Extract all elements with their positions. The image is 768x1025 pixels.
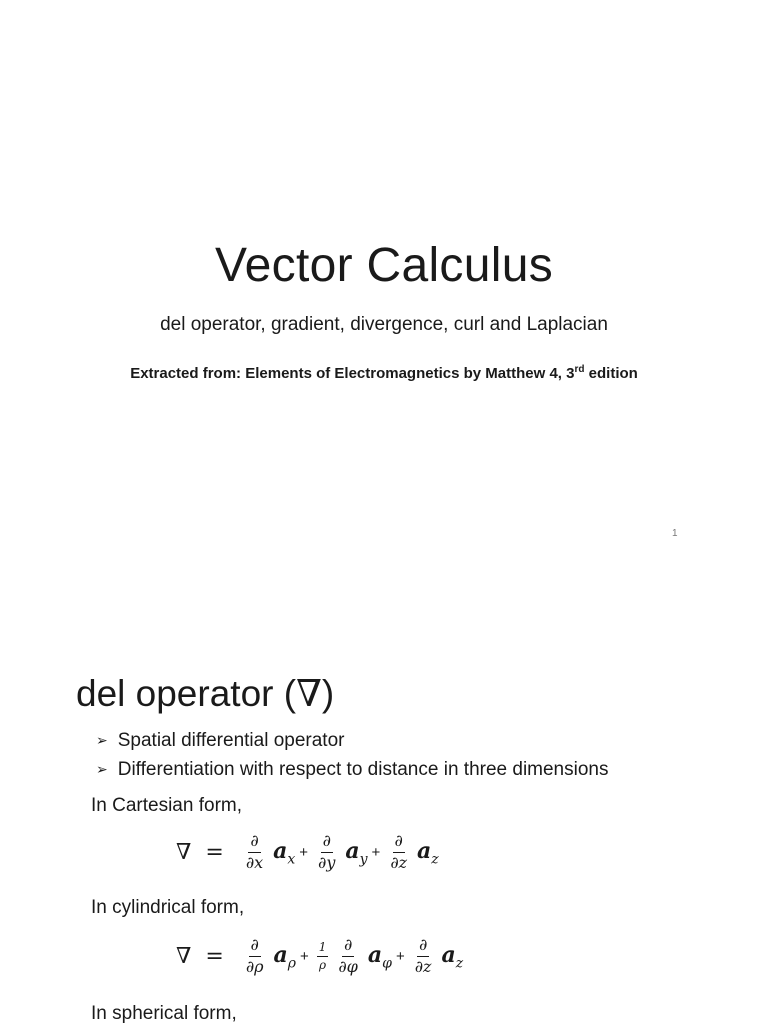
arrow-bullet-icon: ➢ <box>96 732 108 748</box>
fraction-d-dphi <box>336 937 359 976</box>
vector-subscript: φ <box>382 954 392 971</box>
nabla-symbol: ∇ <box>176 839 192 865</box>
denominator: ∂z <box>414 956 432 976</box>
source-citation-suffix: edition <box>584 365 638 382</box>
cylindrical-equation <box>176 937 463 976</box>
numerator: ∂ <box>248 833 260 853</box>
denominator: ∂x <box>245 852 264 872</box>
fraction-one-over-rho <box>317 941 329 971</box>
unit-vector-aphi <box>368 942 392 971</box>
numerator: ∂ <box>321 833 333 853</box>
vector-symbol: a <box>441 941 456 968</box>
slide-title-close: ) <box>321 673 335 714</box>
slide-subtitle: del operator, gradient, divergence, curl and Laplacian <box>160 314 608 335</box>
equals-sign: = <box>205 943 224 969</box>
vector-symbol: a <box>345 837 360 864</box>
numerator: ∂ <box>249 937 261 957</box>
vector-subscript: ρ <box>287 954 296 971</box>
arrow-bullet-icon: ➢ <box>96 761 108 777</box>
source-citation <box>0 364 768 382</box>
cartesian-label: In Cartesian form, <box>91 795 242 816</box>
slide-title: Vector Calculus <box>215 239 553 292</box>
denominator: ∂z <box>390 852 408 872</box>
cylindrical-label: In cylindrical form, <box>91 897 245 918</box>
fraction-d-dz <box>413 937 434 976</box>
denominator: ∂φ <box>338 956 358 976</box>
bullet-list <box>96 726 608 784</box>
numerator: ∂ <box>393 833 405 853</box>
numerator: ∂ <box>342 937 354 957</box>
bullet-text: Spatial differential operator <box>117 729 345 751</box>
source-citation-text: Extracted from: Elements of Electromagnetics by Matthew 4, 3 <box>130 365 575 382</box>
unit-vector-arho <box>274 942 297 971</box>
page-number: 1 <box>672 528 678 539</box>
vector-symbol: a <box>367 941 383 968</box>
spherical-label: In spherical form, <box>91 1003 237 1024</box>
fraction-d-dy <box>316 833 337 872</box>
vector-symbol: a <box>273 941 288 968</box>
numerator: 1 <box>317 941 329 957</box>
denominator: ∂y <box>318 852 336 872</box>
fraction-d-dx <box>244 833 265 872</box>
vector-symbol: a <box>273 837 288 864</box>
unit-vector-az <box>417 838 439 867</box>
list-item <box>96 726 608 755</box>
equals-sign: = <box>205 839 224 865</box>
vector-symbol: a <box>417 837 432 864</box>
slide-title-text: del operator ( <box>76 673 297 714</box>
vector-subscript: y <box>359 850 368 867</box>
list-item <box>96 755 608 784</box>
fraction-d-dz <box>388 833 409 872</box>
nabla-symbol: ∇ <box>176 943 192 969</box>
plus-sign: + <box>300 947 309 965</box>
denominator: ρ <box>319 957 327 972</box>
fraction-d-drho <box>244 937 266 976</box>
unit-vector-az <box>441 942 463 971</box>
del-operator-slide <box>0 590 768 1024</box>
numerator: ∂ <box>417 937 429 957</box>
slide-title <box>76 672 334 715</box>
vector-subscript: z <box>455 954 464 971</box>
plus-sign: + <box>395 947 405 965</box>
vector-subscript: z <box>431 850 439 867</box>
unit-vector-ay <box>345 838 367 867</box>
denominator: ∂ρ <box>245 956 264 976</box>
cartesian-equation <box>176 833 439 872</box>
unit-vector-ax <box>273 838 295 867</box>
nabla-symbol: ∇ <box>296 672 322 715</box>
plus-sign: + <box>371 843 381 861</box>
vector-subscript: x <box>287 850 296 867</box>
edition-superscript: rd <box>574 364 585 375</box>
plus-sign: + <box>299 843 309 861</box>
bullet-text: Differentiation with respect to distance in three dimensions <box>117 758 609 780</box>
